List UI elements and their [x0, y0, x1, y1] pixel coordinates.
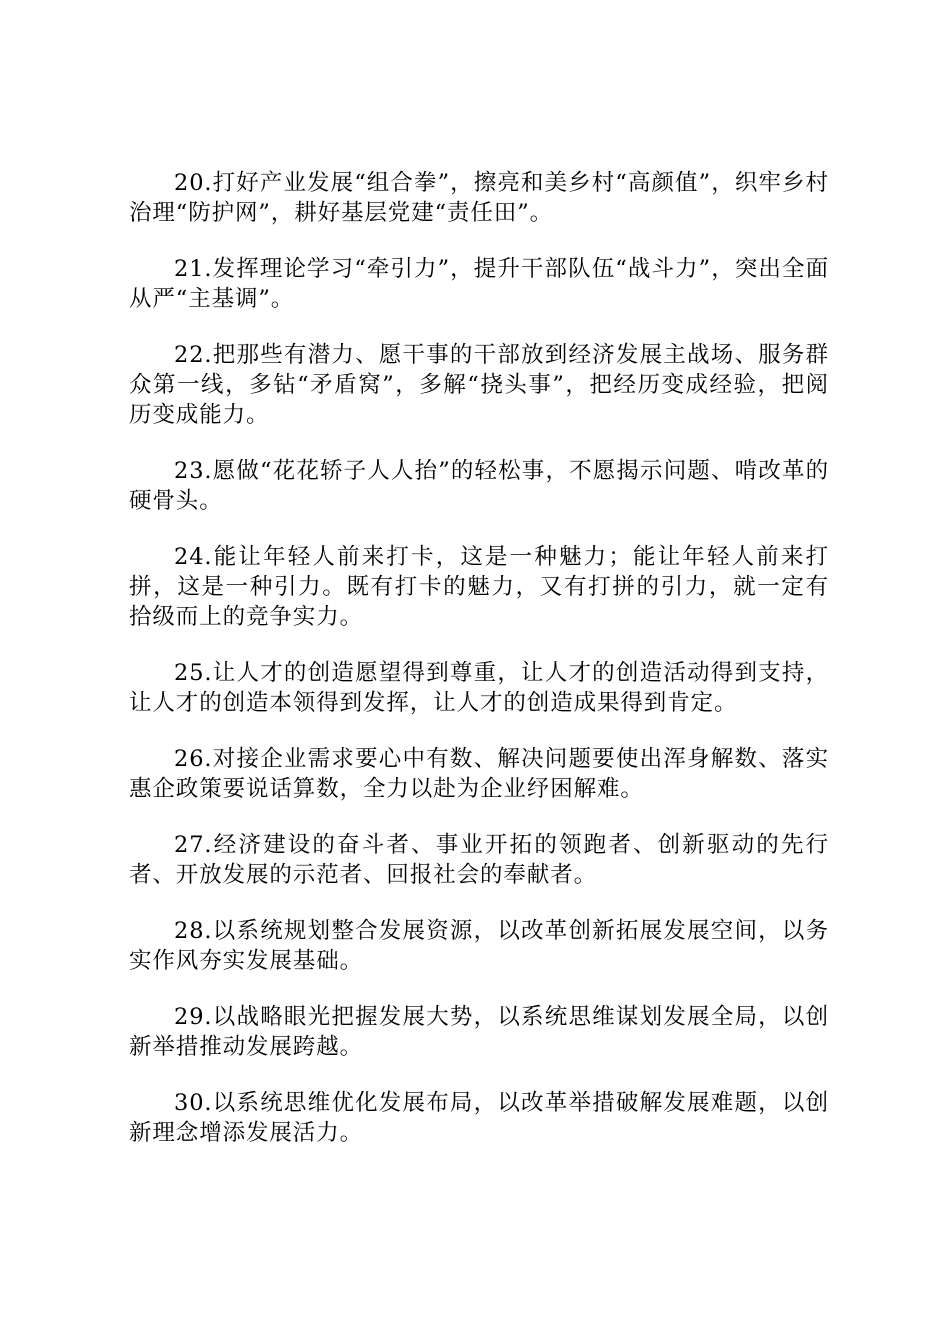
paragraph-27: 27.经济建设的奋斗者、事业开拓的领跑者、创新驱动的先行者、开放发展的示范者、回报社会的奉献者。: [129, 832, 829, 888]
paragraph-28: 28.以系统规划整合发展资源，以改革创新拓展发展空间，以务实作风夯实发展基础。: [129, 918, 829, 974]
paragraph-25: 25.让人才的创造愿望得到尊重，让人才的创造活动得到支持，让人才的创造本领得到发挥，让人才的创造成果得到肯定。: [129, 660, 829, 716]
document-body: [129, 168, 829, 1148]
paragraph-24: 24.能让年轻人前来打卡，这是一种魅力；能让年轻人前来打拼，这是一种引力。既有打卡的魅力，又有打拼的引力，就一定有拾级而上的竞争实力。: [129, 544, 829, 630]
paragraph-22: 22.把那些有潜力、愿干事的干部放到经济发展主战场、服务群众第一线，多钻“矛盾窝”，多解“挠头事”，把经历变成经验，把阅历变成能力。: [129, 342, 829, 428]
paragraph-26: 26.对接企业需求要心中有数、解决问题要使出浑身解数、落实惠企政策要说话算数，全力以赴为企业纾困解难。: [129, 746, 829, 802]
paragraph-21: 21.发挥理论学习“牵引力”，提升干部队伍“战斗力”，突出全面从严“主基调”。: [129, 256, 829, 312]
paragraph-20: 20.打好产业发展“组合拳”，擦亮和美乡村“高颜值”，织牢乡村治理“防护网”，耕好基层党建“责任田”。: [129, 170, 829, 226]
paragraph-29: 29.以战略眼光把握发展大势，以系统思维谋划发展全局，以创新举措推动发展跨越。: [129, 1004, 829, 1060]
paragraph-23: 23.愿做“花花轿子人人抬”的轻松事，不愿揭示问题、啃改革的硬骨头。: [129, 458, 829, 514]
paragraph-30: 30.以系统思维优化发展布局，以改革举措破解发展难题，以创新理念增添发展活力。: [129, 1090, 829, 1146]
